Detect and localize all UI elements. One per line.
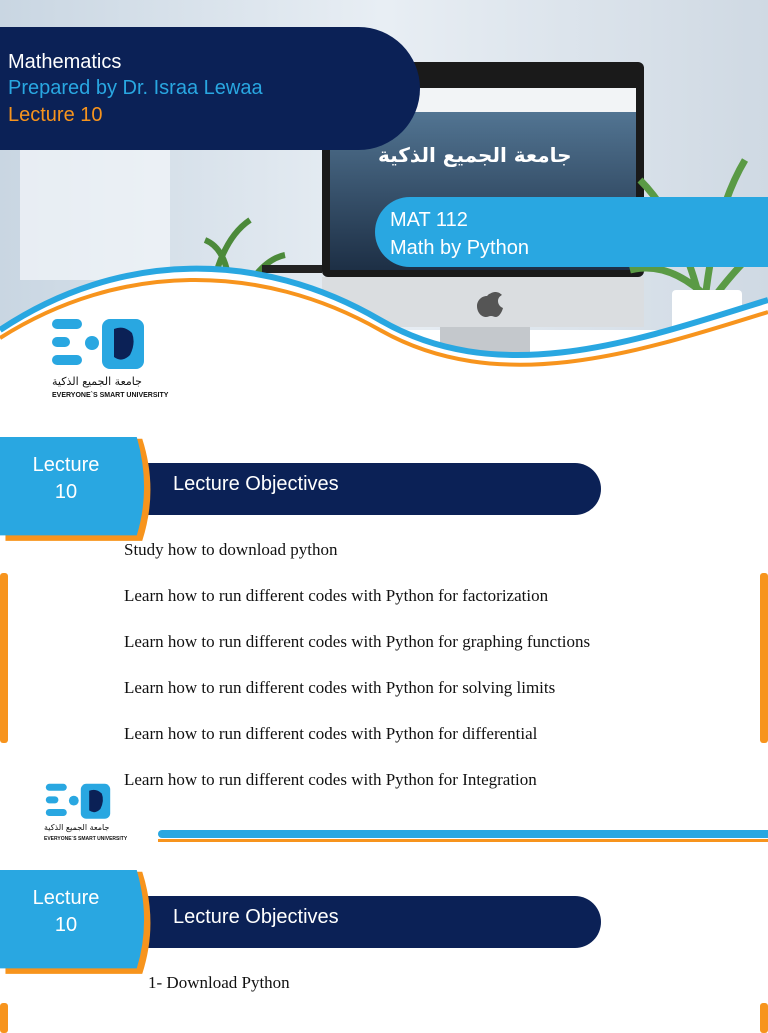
- objective-item-2: Learn how to run different codes with Python for factorization: [124, 586, 549, 605]
- right-accent-bar-2: [760, 1003, 768, 1033]
- objectives-slide: [0, 415, 768, 840]
- objective-item-1: Study how to download python: [124, 540, 338, 559]
- university-logo: [48, 315, 169, 405]
- university-logo-icon: [48, 315, 148, 375]
- objective-step-1: 1- Download Python: [148, 973, 290, 992]
- course-code: MAT 112: [390, 209, 468, 231]
- prepared-by: Prepared by Dr. Israa Lewaa: [8, 77, 263, 99]
- footer-logo-icon: [42, 781, 114, 823]
- right-accent-bar: [760, 573, 768, 743]
- course-name: Math by Python: [390, 237, 529, 259]
- badge-line-number: 10: [54, 481, 78, 503]
- footer-blue-line: [158, 830, 768, 838]
- badge-line-lecture-2: Lecture: [32, 887, 100, 909]
- footer-orange-line: [158, 839, 768, 842]
- badge-line-lecture: Lecture: [32, 454, 100, 476]
- left-accent-bar: [0, 573, 8, 743]
- objective-item-4: Learn how to run different codes with Python for solving limits: [124, 678, 556, 697]
- left-accent-bar-2: [0, 1003, 8, 1033]
- badge-line-number-2: 10: [54, 914, 78, 936]
- objectives-title: Lecture Objectives: [173, 473, 339, 495]
- logo-english-text: EVERYONE`S SMART UNIVERSITY: [52, 392, 169, 399]
- objectives-title-2: Lecture Objectives: [173, 906, 339, 928]
- logo-arabic-text: جامعة الجميع الذكية: [52, 375, 142, 388]
- objective-item-6: Learn how to run different codes with Python for Integration: [124, 770, 537, 789]
- footer-logo-arabic: جامعة الجميع الذكية: [44, 823, 110, 832]
- cover-slide: [0, 0, 768, 415]
- lecture-label: Lecture 10: [8, 104, 103, 126]
- objective-item-3: Learn how to run different codes with Python for graphing functions: [124, 632, 591, 651]
- subject-title: Mathematics: [8, 51, 122, 73]
- screen-heading: جامعة الجميع الذكية: [378, 143, 572, 167]
- footer-logo: [42, 781, 132, 841]
- footer-logo-english: EVERYONE`S SMART UNIVERSITY: [44, 836, 128, 842]
- objective-item-5: Learn how to run different codes with Python for differential: [124, 724, 538, 743]
- objectives-slide-2: [0, 848, 768, 1024]
